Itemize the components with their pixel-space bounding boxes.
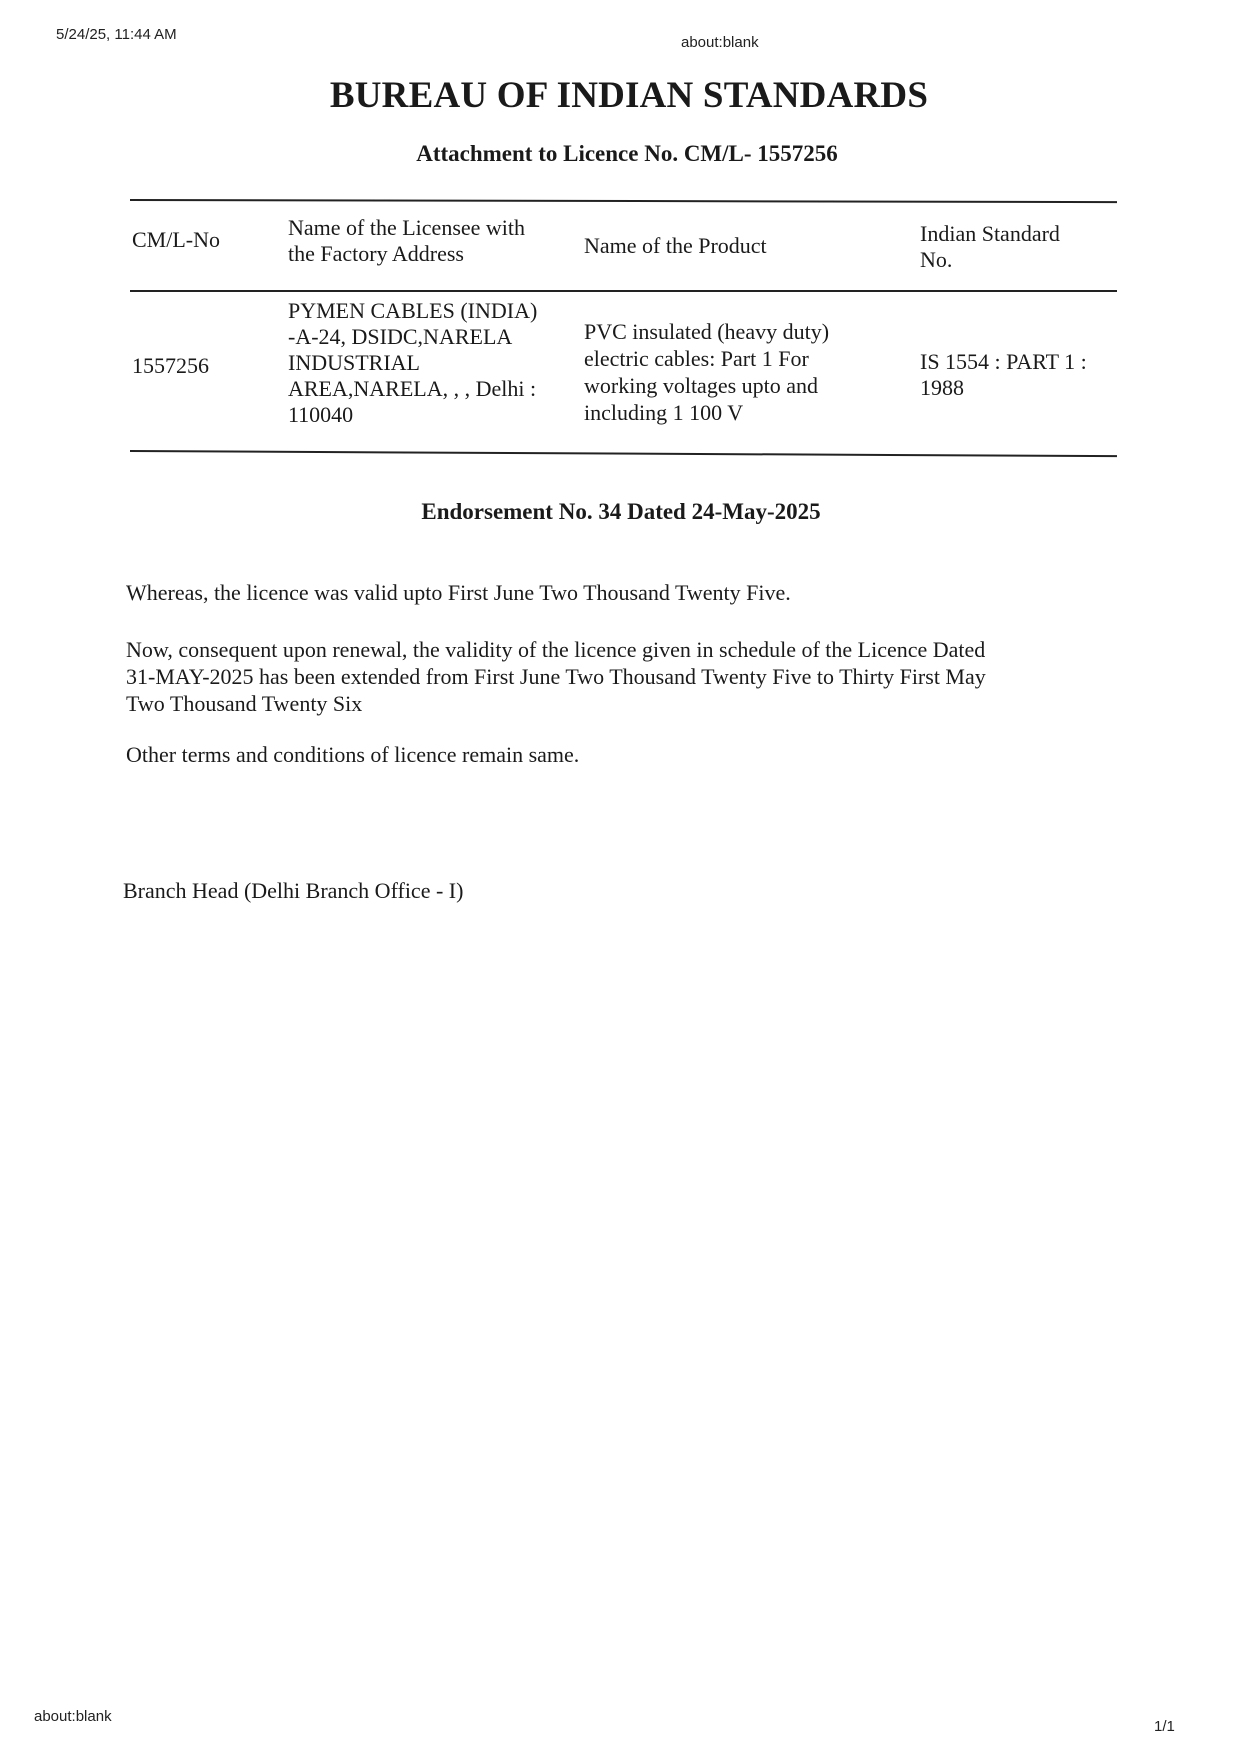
row-product-line: PVC insulated (heavy duty) (584, 319, 830, 344)
row-product-line: working voltages upto and (584, 373, 819, 398)
header-cml-no: CM/L-No (132, 227, 220, 252)
row-product-line: electric cables: Part 1 For (584, 346, 809, 371)
header-licensee-line: the Factory Address (288, 241, 464, 266)
row-cml-no: 1557256 (132, 353, 209, 378)
paragraph-renewal (126, 636, 1116, 717)
header-product: Name of the Product (584, 233, 767, 258)
header-standard (920, 221, 1110, 273)
signatory: Branch Head (Delhi Branch Office - I) (123, 878, 464, 903)
table-top-rule (130, 199, 1117, 203)
organization-title: BUREAU OF INDIAN STANDARDS (329, 75, 929, 116)
page-number: 1/1 (1154, 1718, 1175, 1735)
row-licensee-line: -A-24, DSIDC,NARELA (288, 324, 513, 349)
row-licensee-line: 110040 (288, 402, 354, 427)
header-standard-line: Indian Standard (920, 221, 1060, 246)
table-bottom-rule (130, 450, 1117, 457)
row-licensee-line: INDUSTRIAL (288, 350, 420, 375)
row-licensee (288, 298, 578, 428)
paragraph-terms: Other terms and conditions of licence remain same. (126, 742, 580, 767)
print-datetime: 5/24/25, 11:44 AM (56, 26, 177, 43)
paragraph-renewal-line: Now, consequent upon renewal, the validity of the licence given in schedule of the Licence Dated (126, 637, 986, 662)
header-licensee-line: Name of the Licensee with (288, 215, 526, 240)
paragraph-validity: Whereas, the licence was valid upto First June Two Thousand Twenty Five. (126, 580, 791, 605)
attachment-title: Attachment to Licence No. CM/L- 1557256 (416, 141, 838, 166)
paragraph-renewal-line: 31-MAY-2025 has been extended from First June Two Thousand Twenty Five to Thirty First May (126, 664, 986, 689)
print-url-header: about:blank (681, 34, 759, 51)
row-standard-line: IS 1554 : PART 1 : (920, 349, 1087, 374)
row-product (584, 318, 884, 426)
table-header-rule (130, 290, 1117, 292)
print-url-footer: about:blank (34, 1708, 112, 1725)
row-standard-line: 1988 (920, 375, 964, 400)
row-licensee-line: PYMEN CABLES (INDIA) (288, 298, 538, 323)
header-standard-line: No. (920, 247, 953, 272)
paragraph-renewal-line: Two Thousand Twenty Six (126, 691, 363, 716)
row-standard (920, 349, 1120, 401)
header-licensee (288, 215, 578, 267)
row-product-line: including 1 100 V (584, 400, 744, 425)
row-licensee-line: AREA,NARELA, , , Delhi : (288, 376, 537, 401)
endorsement-heading: Endorsement No. 34 Dated 24-May-2025 (421, 499, 821, 524)
